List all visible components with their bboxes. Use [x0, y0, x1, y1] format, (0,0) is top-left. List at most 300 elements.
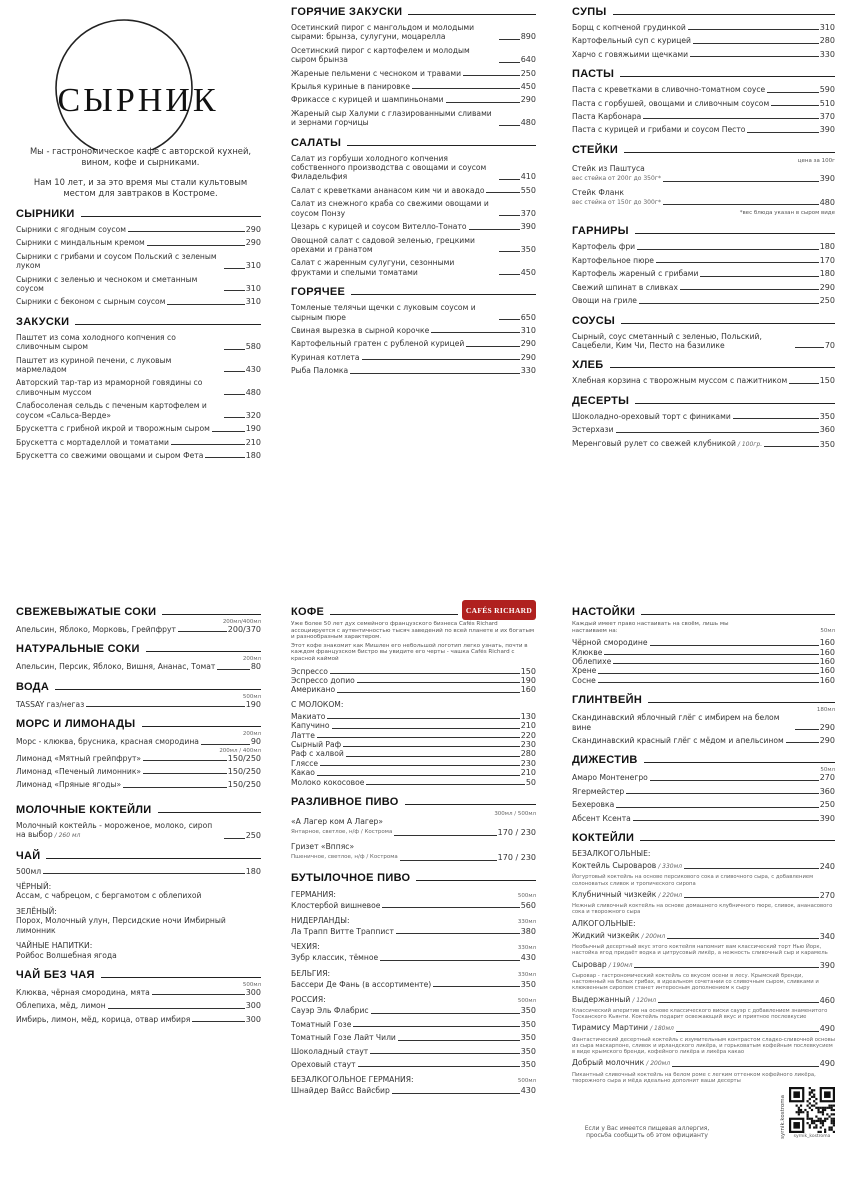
section-heading — [16, 208, 261, 220]
menu-item — [16, 700, 261, 709]
item-name-block — [291, 759, 318, 768]
item-name: Облепиха, мёд, лимон — [16, 1001, 106, 1011]
dot-leader — [604, 654, 818, 655]
section-digestif — [572, 754, 835, 823]
section-coffee — [291, 606, 536, 787]
dot-leader — [789, 383, 818, 384]
qr-caption: syrnik_kostroma — [793, 1134, 831, 1140]
menu-item — [16, 252, 261, 271]
item-price: 290 — [245, 225, 261, 234]
menu-item — [16, 424, 261, 433]
item-price: 480 — [520, 118, 536, 128]
item-name-block — [572, 861, 682, 871]
item-price: 290 — [819, 722, 835, 732]
dot-leader — [398, 1040, 520, 1041]
heading-rule — [162, 614, 261, 615]
section-natural-juices — [16, 643, 261, 671]
item-name-block — [291, 303, 497, 322]
item-price: 150/250 — [227, 780, 261, 790]
heading-rule — [610, 367, 836, 368]
section-syrniki — [16, 208, 261, 307]
section-title: СЫРНИКИ — [16, 208, 75, 220]
heading-rule — [405, 804, 536, 805]
item-name: Паста с креветками в сливочно-томатном соусе — [572, 85, 766, 95]
heading-rule — [644, 762, 835, 763]
menu-item — [291, 199, 536, 218]
item-name: Апельсин, Персик, Яблоко, Вишня, Ананас, Томат — [16, 662, 216, 672]
item-name: Шоколадно-ореховый торт с финиками — [572, 411, 731, 421]
item-price: 350 — [819, 411, 835, 421]
item-name: Молочный коктейль - мороженое, молоко, сироп на выбор — [16, 820, 213, 840]
dot-leader — [499, 39, 520, 40]
item-name-block — [16, 988, 150, 997]
item-name: Паштет из куриной печени, с луковым мармеладом — [16, 355, 172, 375]
item-name: Латте — [291, 730, 315, 740]
menu-item — [291, 69, 536, 78]
menu-item — [291, 339, 536, 348]
qr-block[interactable] — [780, 1087, 835, 1139]
steaks-footnote: *вес блюда указан в сыром виде — [739, 210, 835, 217]
nastoyki-desc: Каждый имеет право настаивать на своём, лишь мы настаиваем на: — [572, 621, 729, 634]
menu-item — [291, 353, 536, 362]
item-price: 350 — [520, 1006, 536, 1016]
item-price: 310 — [520, 325, 536, 335]
item-note: / 220мл — [658, 891, 683, 899]
item-name-block — [291, 339, 464, 348]
menu-item — [572, 713, 835, 732]
drinks-column-middle — [291, 600, 536, 1100]
item-name: Паста с горбушей, овощами и сливочным соусом — [572, 98, 770, 108]
section-volume: 200мл/400мл — [222, 619, 261, 625]
item-name: Сосне — [572, 675, 596, 685]
menu-item — [572, 787, 835, 796]
item-price: 450 — [520, 82, 536, 92]
item-name-block — [572, 296, 637, 305]
item-name-block — [291, 749, 344, 758]
item-name-block — [16, 821, 222, 841]
drinks-column-right — [572, 600, 835, 1139]
item-note: / 260 мл — [54, 832, 81, 840]
item-price: 350 — [520, 1046, 536, 1056]
item-name-block — [291, 95, 444, 104]
section-hot-snacks — [291, 6, 536, 128]
item-price: 430 — [520, 1086, 536, 1096]
menu-item — [572, 890, 835, 900]
dot-leader — [499, 251, 520, 252]
menu-item — [291, 749, 536, 758]
beer-country — [291, 1075, 536, 1084]
dot-leader — [795, 729, 819, 730]
menu-item — [16, 1001, 261, 1010]
intro-line-2: Нам 10 лет, и за это время мы стали культовым местом для завтраков в Костроме. — [33, 177, 248, 198]
item-description: Нежный сливочный коктейль на основе домашнего клубничного пюре, сливок, ананасового сока и творожного сыра — [572, 903, 833, 916]
menu-item — [572, 736, 835, 745]
item-name: Американо — [291, 685, 336, 695]
item-name-block — [16, 1001, 106, 1010]
cocktails-title: КОКТЕЙЛИ — [572, 832, 635, 845]
dot-leader — [396, 933, 520, 934]
item-name-block — [16, 225, 126, 234]
menu-item — [16, 780, 261, 789]
item-price: 590 — [819, 85, 835, 95]
dot-leader — [469, 229, 520, 230]
item-price: 430 — [520, 953, 536, 963]
tea-title: ЧАЙ — [16, 849, 41, 862]
item-name: Сауэр Эль Флабрис — [291, 1006, 369, 1016]
item-description: Пикантный сливочный коктейль на белом роме с легким оттенком кофейного ликёра, творожного сыра и мёда идеально дополнит ваши десерты — [572, 1071, 816, 1084]
item-name-block — [572, 332, 793, 351]
dot-leader — [382, 907, 519, 908]
dot-leader — [224, 371, 245, 372]
dot-leader — [217, 669, 250, 670]
section-title: МОЛОЧНЫЕ КОКТЕЙЛИ — [16, 803, 152, 816]
menu-item — [291, 667, 536, 676]
item-price: 490 — [819, 1059, 835, 1069]
item-price: 230 — [520, 758, 536, 768]
item-name: Выдержанный — [572, 994, 631, 1004]
item-note: / 330мл — [658, 863, 682, 871]
dot-leader — [764, 446, 819, 447]
item-price: 390 — [819, 174, 835, 184]
item-name-block — [572, 800, 614, 809]
logo-block — [16, 0, 261, 150]
dot-leader — [192, 1021, 244, 1022]
item-price: 290 — [819, 282, 835, 292]
menu-item — [572, 1058, 835, 1068]
menu-item — [16, 238, 261, 247]
dot-leader — [767, 92, 819, 93]
item-name: Картофель жареный с грибами — [572, 269, 699, 279]
item-price: 160 — [819, 638, 835, 648]
item-price: 390 — [520, 222, 536, 232]
dot-leader — [224, 268, 245, 269]
section-heading — [572, 754, 835, 766]
menu-item — [572, 995, 835, 1005]
heading-rule — [146, 651, 261, 652]
item-price: 190 — [245, 424, 261, 434]
intro-text — [16, 146, 261, 199]
menu-item — [572, 657, 835, 666]
dot-leader — [346, 756, 520, 757]
menu-item — [16, 754, 261, 763]
menu-item — [572, 332, 835, 351]
dot-leader — [771, 105, 819, 106]
column-middle — [291, 0, 536, 380]
item-price: 210 — [520, 721, 536, 731]
item-name: Сырники с миндальным кремом — [16, 238, 145, 248]
section-heading — [572, 6, 835, 18]
qr-wrap — [789, 1087, 835, 1139]
section-title: ДИЖЕСТИВ — [572, 754, 638, 767]
item-name: Брускетта со свежими овощами и сыром Фета — [16, 450, 204, 460]
section-title: ПАСТЫ — [572, 68, 615, 81]
section-desserts — [572, 395, 835, 449]
item-description: Классический аперитив на основе классического виски сауэр с добавлением знаменитого Тосканского Кьянти. Коктейль подарит освежающий вкус и приятное послевкусие — [572, 1007, 828, 1021]
item-name-block — [291, 366, 348, 375]
dot-leader — [486, 192, 519, 193]
menu-item — [572, 50, 835, 59]
item-price: 890 — [520, 32, 536, 42]
section-volume: 200мл — [242, 656, 261, 663]
item-name: Паста Карбонара — [572, 112, 642, 122]
mors-volume-2: 200мл / 400мл — [219, 747, 261, 754]
heading-rule — [142, 726, 262, 727]
item-price: 150 — [520, 666, 536, 676]
dot-leader — [143, 773, 227, 774]
item-name: Капучино — [291, 721, 330, 731]
dot-leader — [123, 787, 227, 788]
item-name: Клубничный чизкейк — [572, 889, 657, 899]
item-price: 330 — [819, 49, 835, 59]
item-name: Картофельный гратен с рубленой курицей — [291, 339, 465, 349]
beer-country — [291, 890, 536, 899]
item-name-block — [291, 258, 497, 277]
dot-leader — [626, 793, 819, 794]
item-name-block — [16, 252, 222, 271]
menu-item — [291, 366, 536, 375]
dot-leader — [350, 373, 520, 374]
menu-item — [572, 648, 835, 657]
heading-rule — [641, 614, 835, 615]
cafes-richard-badge: CAFÉS RICHARD — [462, 600, 536, 620]
menu-item — [291, 258, 536, 277]
menu-item — [291, 326, 536, 335]
item-name-block — [291, 1033, 396, 1042]
item-name: Сырный, соус сметанный с зеленью, Польский, Сацебели, Ким Чи, Песто на базилике — [572, 331, 762, 350]
dot-leader — [362, 359, 520, 360]
dot-leader — [680, 289, 819, 290]
bottled-list — [291, 890, 536, 1096]
item-name-block — [572, 23, 686, 32]
item-name-block — [16, 737, 199, 746]
dot-leader — [688, 29, 819, 30]
item-name-block — [16, 780, 121, 789]
item-name: Крылья куриные в панировке — [291, 82, 411, 92]
drinks-menu-page — [0, 600, 853, 1200]
intro-line-1: Мы - гастрономическое кафе с авторской кухней, вином, кофе и сырниками. — [29, 146, 252, 167]
item-price: 130 — [520, 711, 536, 721]
dot-leader — [499, 62, 520, 63]
item-name-block — [572, 376, 787, 385]
item-name-block — [291, 721, 330, 730]
dot-leader — [178, 631, 227, 632]
item-price: 300 — [245, 1014, 261, 1024]
item-name: Скандинавский яблочный глёг с имбирем на белом вине — [572, 713, 780, 732]
item-name: Лимонад «Мятный грейпфрут» — [16, 753, 142, 763]
dot-leader — [684, 868, 819, 869]
section-title: ДЕСЕРТЫ — [572, 394, 630, 407]
menu-item — [572, 188, 835, 208]
item-name: Жидкий чизкейк — [572, 930, 640, 940]
item-name: «А Лагер ком А Лагер» — [291, 817, 383, 827]
item-name: Сырники с ягодным соусом — [16, 225, 126, 234]
item-name-block — [16, 275, 222, 294]
item-name: Жареный сыр Халуми с глазированными сливами и зернами горчицы — [291, 108, 492, 128]
section-heading — [291, 137, 536, 149]
heading-rule — [46, 858, 261, 859]
dot-leader — [317, 737, 520, 738]
item-name-block — [291, 222, 467, 231]
item-name-block — [572, 648, 602, 657]
item-price: 650 — [520, 312, 536, 322]
qr-code[interactable] — [789, 1087, 835, 1133]
section-soups — [572, 6, 835, 59]
dot-leader — [663, 204, 819, 205]
item-name: Паста с курицей и грибами и соусом Песто — [572, 125, 746, 135]
heading-rule — [351, 294, 536, 295]
item-name: Овощи на гриле — [572, 296, 637, 306]
tea-green-list: Порох, Молочный улун, Персидские ночи Имбирный лимонник — [16, 916, 226, 935]
heading-rule — [158, 812, 262, 813]
beer-country — [291, 916, 536, 925]
steaks-list — [572, 164, 835, 208]
section-garnish — [572, 225, 835, 305]
item-name: Фрикассе с курицей и шампиньонами — [291, 95, 444, 105]
item-name-block — [291, 980, 431, 989]
coffee-title: КОФЕ — [291, 606, 325, 618]
mors-volume-1: 200мл — [242, 731, 261, 738]
item-name-block — [16, 297, 165, 306]
item-name: Ла Трапп Витте Траппист — [291, 927, 394, 937]
dot-leader — [357, 682, 520, 683]
item-name-block — [16, 378, 222, 397]
menu-item — [291, 109, 536, 128]
item-name-block — [291, 667, 328, 676]
dot-leader — [108, 1008, 245, 1009]
heading-rule — [75, 324, 261, 325]
menu-item — [291, 154, 536, 182]
item-name-block — [291, 778, 364, 787]
dot-leader — [499, 274, 520, 275]
menu-item — [291, 768, 536, 777]
item-name-block — [572, 890, 682, 900]
item-name: Шоколадный стаут — [291, 1046, 369, 1056]
item-name: Бехеровка — [572, 800, 615, 810]
item-price: 640 — [520, 55, 536, 65]
item-name-block — [572, 657, 611, 666]
section-cocktails — [572, 832, 835, 1084]
item-name: Брускетта с грибной икрой и творожным сыром — [16, 424, 210, 434]
item-price: 170 — [819, 255, 835, 265]
item-name: Бассери Де Фань (в ассортименте) — [291, 979, 432, 989]
nastoyki-title: НАСТОЙКИ — [572, 606, 636, 618]
item-price: 350 — [520, 979, 536, 989]
beer-country-name: ЧЕХИЯ: — [291, 942, 320, 952]
section-title: ЧАЙ БЕЗ ЧАЯ — [16, 968, 95, 981]
item-price: 70 — [824, 340, 835, 350]
dot-leader — [667, 938, 818, 939]
heading-rule — [624, 152, 835, 153]
item-name: Куриная котлета — [291, 352, 360, 362]
item-name-block — [291, 740, 341, 749]
section-heading — [16, 606, 261, 618]
menu-item — [572, 296, 835, 305]
tea-green-title: ЗЕЛЁНЫЙ: — [16, 906, 57, 916]
item-price: 280 — [520, 749, 536, 759]
item-name: Картофель фри — [572, 242, 636, 252]
item-price: 480 — [819, 198, 835, 208]
item-name: Клостербой вишневое — [291, 900, 381, 910]
section-title: ВОДА — [16, 680, 50, 693]
item-price: 410 — [520, 172, 536, 182]
item-name-block — [572, 713, 793, 732]
heading-rule — [81, 216, 261, 217]
dot-leader — [167, 304, 244, 305]
item-name-block — [291, 927, 394, 936]
item-name: Добрый молочник — [572, 1058, 645, 1068]
item-name: Меренговый рулет со свежей клубникой — [572, 438, 736, 448]
item-name-block — [572, 164, 661, 184]
dot-leader — [224, 349, 245, 350]
item-name: Сыровар — [572, 959, 607, 969]
item-name-block — [572, 773, 648, 782]
item-price: 170 / 230 — [497, 853, 536, 863]
item-name-block — [572, 50, 688, 59]
item-name: Лимонад «Пряные ягоды» — [16, 780, 122, 790]
item-price: 360 — [819, 425, 835, 435]
dot-leader — [616, 807, 818, 808]
item-name: Облепихе — [572, 657, 612, 666]
item-price: 460 — [819, 995, 835, 1005]
menu-item — [291, 842, 536, 863]
item-price: 280 — [819, 36, 835, 46]
item-price: 250 — [245, 831, 261, 841]
item-name: Свежий шпинат в сливках — [572, 282, 678, 292]
dot-leader — [412, 88, 520, 89]
beer-country — [291, 995, 536, 1004]
item-name: Клюкве — [572, 647, 603, 657]
coffee-milk-list — [291, 712, 536, 787]
logo — [16, 0, 261, 150]
menu-item — [291, 685, 536, 694]
dot-leader — [672, 1066, 819, 1067]
item-name-block — [572, 36, 691, 45]
menu-item — [572, 242, 835, 251]
item-price: 200/370 — [227, 625, 261, 634]
coffee-intro-1: Уже более 50 лет дух семейного французского бизнеса Cafés Richard ассоциируется с аутентичностью тысяч заведений по всей планете и их богатым и разнообразным характером. — [291, 621, 535, 641]
item-name-block — [16, 424, 210, 433]
item-name: Харчо с говяжьими щечками — [572, 49, 689, 59]
item-name-block — [572, 425, 614, 434]
item-name: Эстерхази — [572, 425, 614, 435]
item-price: 290 — [520, 352, 536, 362]
dot-leader — [43, 873, 245, 874]
item-name-block — [291, 326, 429, 335]
item-name-block — [572, 787, 624, 796]
dot-leader — [392, 1093, 520, 1094]
dot-leader — [658, 1002, 819, 1003]
menu-item — [16, 988, 261, 997]
item-description: Фантастический десертный коктейль с изумительным контрастом сладко-сливочной основы из сыра маскарпоне, сливок и ирландского ликёра, и горьковатым кофейным послевкусием в виде крымского бренди, кофейного ликёра и ликёра какао — [572, 1036, 835, 1056]
item-name: Эспрессо — [291, 666, 328, 676]
item-name-block — [291, 768, 315, 777]
menu-item — [572, 931, 835, 941]
item-desc: Пшеничное, светлое, н/ф / Кострома — [291, 854, 398, 861]
item-price: 580 — [245, 342, 261, 352]
section-pasta — [572, 68, 835, 135]
menu-item — [291, 953, 536, 962]
item-price: 310 — [245, 297, 261, 307]
item-name: Жареные пельмени с чесноком и травами — [291, 68, 461, 78]
menu-item — [572, 112, 835, 121]
heading-rule — [347, 145, 536, 146]
item-name-block — [291, 1047, 368, 1056]
item-name: Амаро Монтенегро — [572, 773, 648, 783]
item-price: 250 — [819, 800, 835, 810]
dot-leader — [499, 319, 520, 320]
item-note: / 200мл — [646, 1060, 671, 1068]
dot-leader — [147, 245, 245, 246]
